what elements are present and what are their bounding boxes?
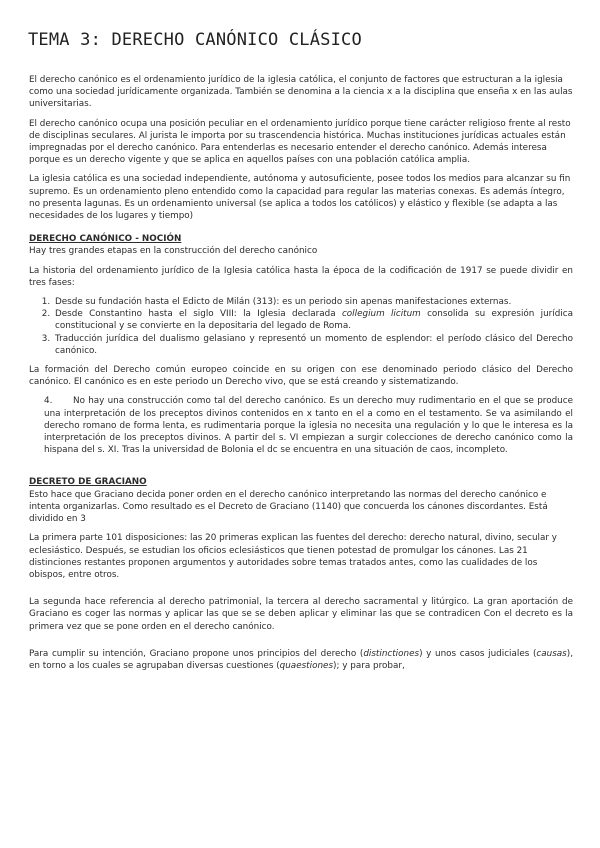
list-item-italic: collegium licitum [341,309,421,320]
history-paragraph: La historia del ordenamiento jurídico de la Iglesia católica hasta la época de la codificación de 1917 se puede dividir en tres fases: [29,265,573,288]
text-segment: Para cumplir su intención, Graciano propone unos principios del derecho ( [29,648,364,659]
formation-paragraph: La formación del Derecho común europeo coincide en su origen con ese denominado periodo clásico del Derecho canónico. El canónico es en este periodo un Derecho vivo, que se está creando y sistematizando. [29,365,573,388]
italic-term: quaestiones [279,660,334,671]
spacer [29,588,573,596]
spacer [29,640,573,648]
text-segment: ); y para probar, [333,660,405,671]
decreto-paragraph-2: La primera parte 101 disposiciones: las 20 primeras explican las fuentes del derecho: derecho natural, divino, secular y eclesiástico. Después, se estudian los oficios eclesiásticos que tienen potestad de promulgar los cánones. Las 21 distinciones restantes proponen argumentos y autoridades sobre temas tratados antes, como las cualidades de los obispos, entre otros. [29,533,557,580]
list-item [53,296,573,308]
list-item-text: Desde su fundación hasta el Edicto de Milán (313): es un periodo sin apenas manifestaciones externas. [55,297,512,308]
list-item-text-end: consolida su expresión jurídica constitucional y se convierte en la depositaria del legado de Roma. [55,309,574,332]
point-4-paragraph [44,395,573,456]
section-heading-decreto: DECRETO DE GRACIANO [29,477,147,488]
eras-list [29,296,573,357]
document-body [29,74,573,679]
section-lead: Hay tres grandes etapas en la construcción del derecho canónico [29,246,318,257]
italic-term: causas [536,648,567,659]
point-4-text: No hay una construcción como tal del derecho canónico. Es un derecho muy rudimentario en el que se produce una interpretación de los preceptos divinos contenidos en x tanto en el a como en el testamento. Se va asimilando el derecho romano de forma lenta, es rudimentaria porque la iglesia no necesita una regulación y lo que le interesa es la interpretación de los preceptos divinos. A partir del s. VI empiezan a surgir colecciones de derecho canónico como la hispana del s. XI. Tras la universidad de Bolonia el dc se encuentra en una situación de caos, incompleto. [44,396,573,456]
section-heading-nocion: DERECHO CANÓNICO - NOCIÓN [29,234,182,245]
text-segment: ) y unos casos judiciales ( [419,648,537,659]
page-title: TEMA 3: DERECHO CANÓNICO CLÁSICO [28,30,362,50]
decreto-paragraph-1: Esto hace que Graciano decida poner orden en el derecho canónico interpretando las normas del derecho canónico e intenta organizarlas. Como resultado es el Decreto de Graciano (1140) que concuerda los cánones discordantes. Está dividido en 3 [29,489,548,525]
point-4-number: 4. [44,396,53,407]
list-item [53,333,573,357]
text-segment: ), en torno a los cuales se agrupaban diversas cuestiones ( [29,648,573,671]
italic-term: distinctiones [363,648,420,659]
list-item-text: Desde Constantino hasta el siglo VIII: la Iglesia declarada [55,309,342,320]
list-item [53,308,573,332]
intro-paragraph-2: El derecho canónico ocupa una posición peculiar en el ordenamiento jurídico porque tiene carácter religioso frente al resto de disciplinas seculares. Al jurista le importa por su trascendencia histórica. Muchas instituciones jurídicas actuales están impregnadas por el derecho canónico. Para entenderlas es necesario entender el derecho canónico. Además interesa porque es un derecho vigente y que se aplica en aquellos países con una población católica amplia. [29,118,571,166]
intro-paragraph-1: El derecho canónico es el ordenamiento jurídico de la iglesia católica, el conjunto de factores que estructuran a la iglesia como una sociedad jurídicamente organizada. También se denomina a la ciencia x a la disciplina que enseña x en las aulas universitarias. [29,75,573,110]
intro-paragraph-3: La iglesia católica es una sociedad independiente, autónoma y autosuficiente, posee todos los medios para alcanzar su fin supremo. Es un ordenamiento pleno entendido como la capacidad para regular las materias conexas. Es además íntegro, no presenta lagunas. Es un ordenamiento universal (se aplica a todos los católicos) y elástico y flexible (se adapta a las necesidades de los lugares y tiempo) [29,174,571,222]
decreto-paragraph-4 [29,648,573,672]
list-item-text: Traducción jurídica del dualismo gelasiano y representó un momento de esplendor: el período clásico del Derecho canónico. [55,333,573,356]
decreto-paragraph-3: La segunda hace referencia al derecho patrimonial, la tercera al derecho sacramental y litúrgico. La gran aportación de Graciano es coger las normas y aplicar las que se se deben aplicar y eliminar las que se contradicen Con el decreto es la primera vez que se pone orden en el derecho canónico. [29,597,573,632]
